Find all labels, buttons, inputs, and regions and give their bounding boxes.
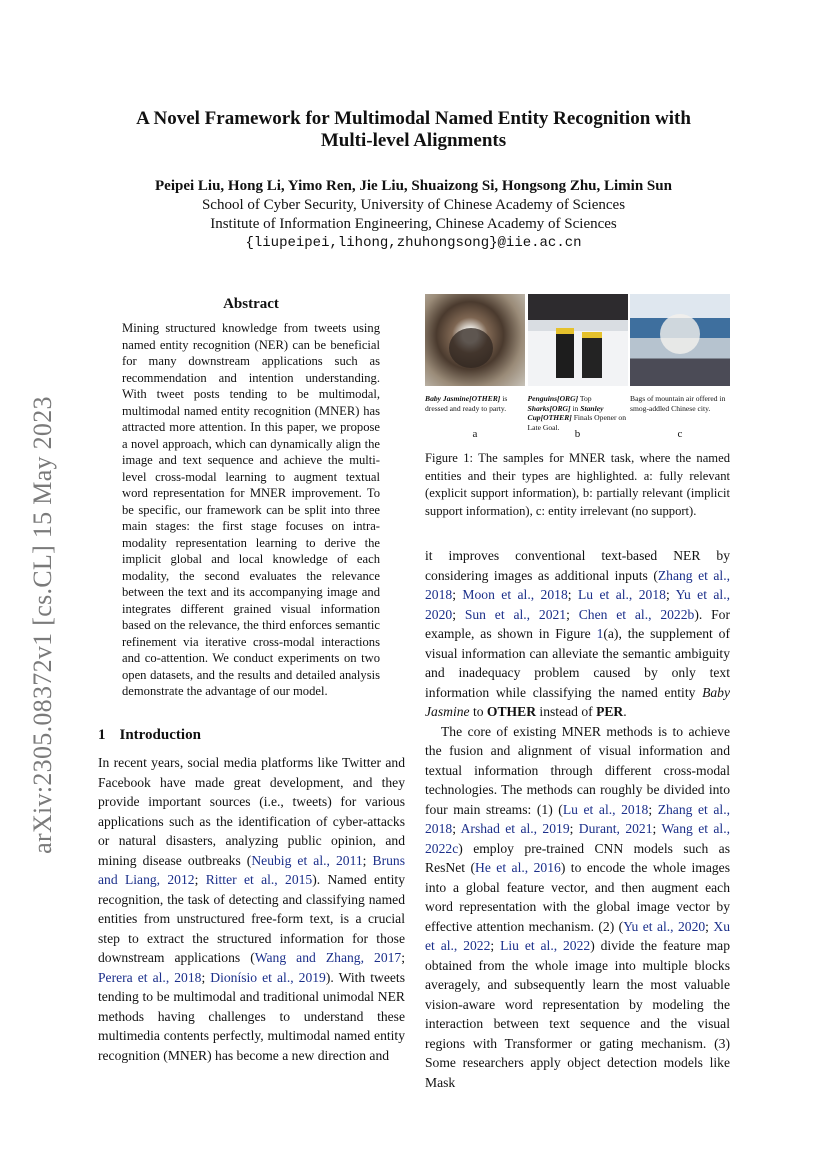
citation-link[interactable]: Yu et al., 2020 (425, 587, 731, 622)
citation-link[interactable]: Durant, 2021 (578, 821, 653, 836)
citation-link[interactable]: Wang et al., 2022c (425, 821, 730, 856)
arxiv-identifier-stamp (28, 355, 58, 895)
figure-panel-c (630, 294, 730, 440)
figure-caption: Figure 1: The samples for MNER task, where the named entities and their types are highlighted. a: fully relevant (explicit support information), b: partially relevant (implicit support information), c: entity irrelevant (no support). (425, 451, 730, 518)
figure-panel-b (528, 294, 628, 440)
figure-1 (425, 294, 730, 520)
citation-link[interactable]: Liu et al., 2022 (500, 938, 591, 953)
panel-c-photo (630, 294, 730, 386)
citation-link[interactable]: Perera et al., 2018 (98, 969, 202, 985)
abstract-heading: Abstract (223, 296, 279, 312)
panel-letter: c (677, 428, 683, 440)
author-names: Peipei Liu, Hong Li, Yimo Ren, Jie Liu, Shuaizong Si, Hongsong Zhu, Limin Sun (155, 178, 672, 194)
abstract-text: Mining structured knowledge from tweets using named entity recognition (NER) can be beneficial for many downstream applications such as recommendation and intention understanding. With tweet posts tending to be multimodal, multimodal named entity recognition (MNER) has attracted more attention. In this paper, we propose a novel approach, which can dynamically align the image and text sequence and achieve the multi-level cross-modal learning to augment textual word representation for MNER improvement. To be specific, our framework can be split into three main stages: the first stage focuses on intra-modality representation learning to derive the implicit global and local knowledge of each modality, the second evaluates the relevance between the text and its accompanying image and integrates different grained visual information based on the relevance, the third enforces semantic refinement via iterative cross-modal interactions and co-attention. We conduct experiments on two open datasets, and the results and detailed analysis demonstrate the advantage of our model. (122, 321, 380, 698)
citation-link[interactable]: Lu et al., 2018 (577, 587, 666, 602)
citation-link[interactable]: Bruns and Liang, 2012 (98, 852, 405, 887)
citation-link[interactable]: Chen et al., 2022b (578, 606, 695, 622)
citation-link[interactable]: Xu et al., 2022 (425, 918, 730, 953)
citation-link[interactable]: Lu et al., 2018 (562, 801, 649, 817)
affiliation-1: School of Cyber Security, University of Chinese Academy of Sciences (201, 197, 626, 213)
figure-panel-a (425, 294, 525, 440)
panel-a-caption: Baby Jasmine[OTHER] is dressed and ready to party. (425, 394, 508, 413)
panel-c-caption: Bags of mountain air offered in smog-addled Chinese city. (630, 394, 726, 413)
section-heading-introduction (98, 727, 201, 744)
citation-link[interactable]: Wang and Zhang, 2017 (254, 950, 402, 965)
section-title: Introduction (119, 727, 201, 743)
citation-link[interactable]: He et al., 2016 (475, 860, 561, 875)
paragraph: The core of existing MNER methods is to achieve the fusion and alignment of visual information and textual information through different cross-modal technologies. The methods can roughly be divided into four main streams: (1) (Lu et al., 2018; Zhang et al., 2018; Arshad et al., 2019; Durant, 2021; Wang et al., 2022c) employ pre-trained CNN models such as ResNet (He et al., 2016) to encode the whole images into a global feature vector, and then augment each word representation with the global image vector by effective attention mechanism. (2) (Yu et al., 2020; Xu et al., 2022; Liu et al., 2022) divide the feature map obtained from the whole image into multiple blocks averagely, and subsequently learn the most valuable vision-aware word representation by modeling the interaction between text sequence and the visual regions with Transformer or gating mechanism. (3) Some researchers apply object detection models like Mask (425, 723, 730, 1090)
panel-b-caption: Penguins[ORG] Top Sharks[ORG] in Stanley Cup[OTHER] Finals Opener on Late Goal. (527, 394, 627, 432)
section-number: 1 (98, 727, 106, 743)
arxiv-identifier-text: arXiv:2305.08372v1 [cs.CL] 15 May 2023 (28, 396, 57, 854)
panel-a-photo (425, 294, 525, 386)
author-email: {liupeipei,lihong,zhuhongsong}@iie.ac.cn (245, 235, 582, 251)
citation-link[interactable]: Dionísio et al., 2019 (210, 969, 326, 985)
citation-link[interactable]: Moon et al., 2018 (462, 587, 568, 602)
title-line-2: Multi-level Alignments (320, 130, 507, 151)
citation-link[interactable]: Arshad et al., 2019 (460, 821, 570, 836)
citation-link[interactable]: Ritter et al., 2015 (205, 872, 313, 887)
panel-letter: a (472, 428, 478, 440)
figure-reference-link[interactable]: 1 (596, 626, 604, 641)
citation-link[interactable]: Zhang et al., 2018 (425, 567, 730, 602)
paragraph: it improves conventional text-based NER by considering images as additional inputs (Zhang et al., 2018; Moon et al., 2018; Lu et al., 2018; Yu et al., 2020; Sun et al., 2021; Chen et al., 2022b). For example, as shown in Figure 1(a), the supplement of visual information can alleviate the semantic ambiguity and inadequacy problem caused by only text information while classifying the named entity Baby Jasmine to OTHER instead of PER. (425, 548, 731, 719)
panel-b-photo (528, 294, 628, 386)
author-block (60, 177, 767, 253)
introduction-paragraph: In recent years, social media platforms like Twitter and Facebook have made great development, and they provide important sources (i.e., tweets) for various applications such as the identification of cyber-attacks or natural disasters, analyzing public opinion, and mining disease outbreaks (Neubig et al., 2011; Bruns and Liang, 2012; Ritter et al., 2015). Named entity recognition, the task of detecting and classifying named entities from unstructured free-form text, is a crucial step to extract the structured information for those downstream applications (Wang and Zhang, 2017; Perera et al., 2018; Dionísio et al., 2019). With tweets tending to be multimodal and traditional unimodal NER methods having challenges to understand these multimedia contents perfectly, multimodal named entity recognition (MNER) has become a new direction and (98, 755, 406, 1063)
right-column-body (425, 546, 730, 1092)
panel-letter: b (574, 428, 581, 440)
citation-link[interactable]: Zhang et al., 2018 (425, 801, 730, 836)
affiliation-2: Institute of Information Engineering, Chinese Academy of Sciences (210, 216, 617, 232)
citation-link[interactable]: Neubig et al., 2011 (251, 852, 363, 868)
citation-link[interactable]: Yu et al., 2020 (623, 918, 706, 934)
citation-link[interactable]: Sun et al., 2021 (464, 606, 567, 622)
title-line-1: A Novel Framework for Multimodal Named Entity Recognition with (136, 108, 691, 129)
paper-title (100, 108, 727, 152)
figure-panels (425, 294, 730, 440)
